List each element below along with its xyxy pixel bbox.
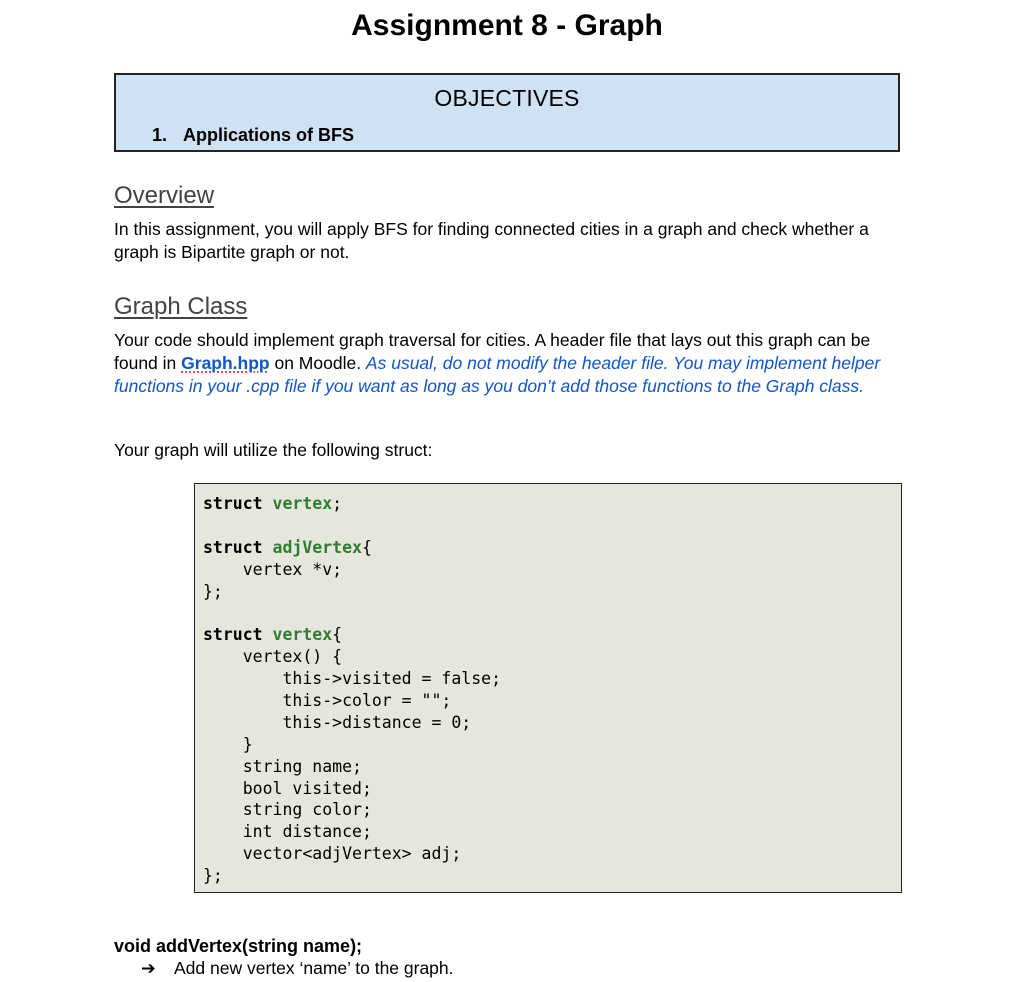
objectives-box (114, 73, 900, 152)
function-description (141, 957, 454, 980)
graph-class-heading: Graph Class (114, 293, 248, 320)
code-line: }; (203, 581, 223, 601)
objectives-list (152, 124, 354, 146)
objective-number: 1. (152, 125, 168, 145)
overview-paragraph: In this assignment, you will apply BFS for finding connected cities in a graph and check whether a graph is Bipartite graph or not. (114, 219, 869, 262)
code-line: string name; (203, 756, 362, 776)
code-line: this->visited = false; (203, 669, 502, 689)
code-line: int distance; (203, 822, 372, 842)
graph-hpp-link[interactable]: Graph.hpp (181, 353, 270, 373)
objective-text: Applications of BFS (183, 125, 354, 145)
code-line: this->color = ""; (203, 691, 452, 711)
struct-intro: Your graph will utilize the following struct: (114, 440, 433, 460)
function-description-text: Add new vertex ‘name’ to the graph. (174, 958, 454, 978)
graph-class-text: Your code should implement graph traversal for cities. A header file that lays out this graph can be found in (114, 330, 871, 373)
code-line: }; (203, 866, 223, 886)
code-line-blank (203, 602, 901, 624)
overview-heading: Overview (114, 182, 215, 209)
objectives-heading: OBJECTIVES (434, 85, 580, 111)
page-title: Assignment 8 - Graph (351, 9, 663, 42)
code-line: struct vertex{ (203, 625, 343, 645)
code-line-blank (203, 515, 901, 537)
code-line: } (203, 734, 253, 754)
graph-class-text-mid: on Moodle. (269, 353, 366, 373)
graph-class-paragraph (114, 329, 904, 398)
code-line: struct vertex; (203, 494, 343, 513)
code-line: bool visited; (203, 778, 372, 798)
function-signature: void addVertex(string name); (114, 936, 363, 956)
code-block (194, 483, 902, 893)
code-line: vertex() { (203, 647, 343, 667)
code-line: string color; (203, 800, 372, 820)
code-line: vertex *v; (203, 559, 343, 579)
header-file-note: As usual, do not modify the header file. You may implement helper functions in your .cpp file if you want as long as you don’t add those functions to the Graph class. (114, 353, 881, 396)
arrow-bullet-icon: ➔ (141, 958, 156, 978)
code-line: struct adjVertex{ (203, 537, 372, 557)
code-line: this->distance = 0; (203, 712, 472, 732)
code-line: vector<adjVertex> adj; (203, 844, 462, 864)
